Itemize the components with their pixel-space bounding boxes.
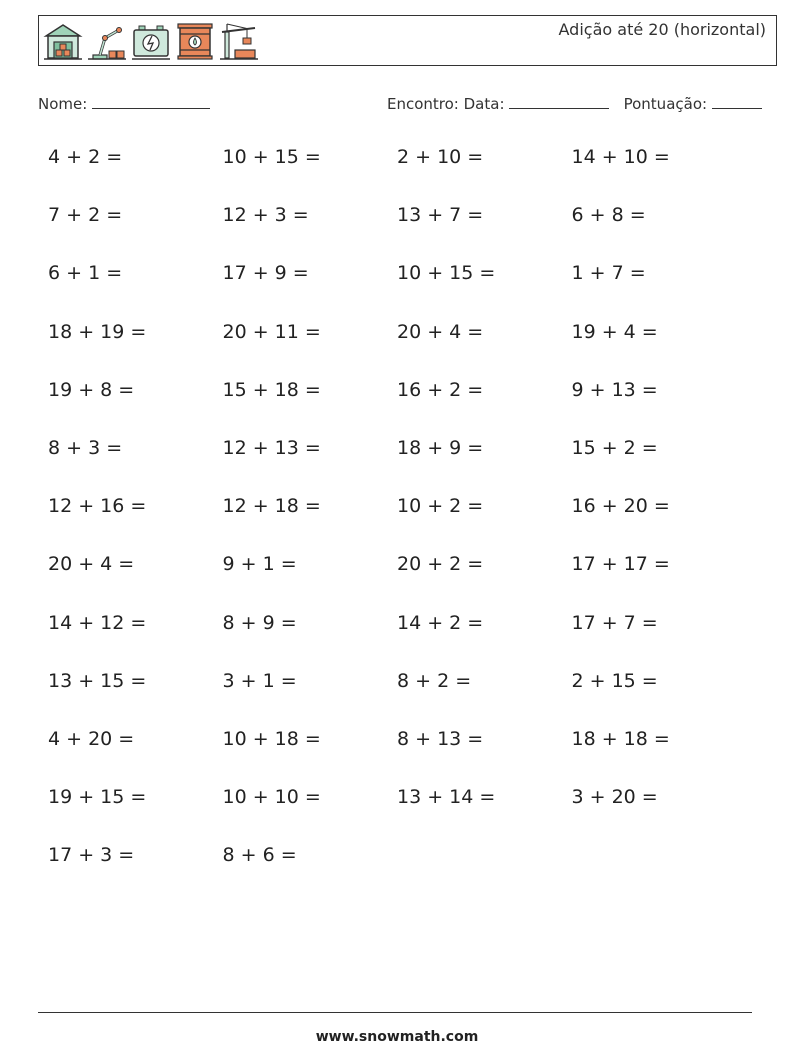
problem-item: 18 + 19 = [48,320,147,343]
worksheet-title: Adição até 20 (horizontal) [558,20,766,39]
name-label: Nome: [38,95,88,113]
problem-item: 20 + 4 = [48,553,135,576]
problem-item: 20 + 11 = [222,320,321,343]
problem-item: 6 + 8 = [571,204,646,227]
problem-item: 12 + 16 = [48,495,147,518]
problem-item: 10 + 10 = [222,786,321,809]
warehouse-icon [43,20,83,62]
problem-item: 2 + 10 = [397,146,484,168]
oil-barrel-icon [175,20,215,62]
problem-item: 13 + 14 = [397,786,496,809]
problem-item: 7 + 2 = [48,204,123,227]
score-blank[interactable] [712,94,762,109]
problem-item: 19 + 8 = [48,378,135,401]
problem-item: 4 + 2 = [48,146,123,168]
meeting-score-fields [387,94,762,113]
name-blank[interactable] [92,94,210,109]
problem-item: 17 + 7 = [571,611,658,634]
problem-item: 15 + 2 = [571,436,658,459]
problem-grid [48,146,748,902]
problem-item: 2 + 15 = [571,669,658,692]
name-field[interactable] [38,94,210,113]
problem-item: 8 + 2 = [397,669,472,692]
crane-icon [219,20,259,62]
problem-item: 3 + 20 = [571,786,658,809]
date-blank[interactable] [509,94,609,109]
problem-item: 9 + 13 = [571,378,658,401]
problem-item: 1 + 7 = [571,262,646,285]
footer-divider [38,1012,752,1013]
problem-item: 4 + 20 = [48,727,135,750]
problem-item: 18 + 9 = [397,436,484,459]
problem-item: 15 + 18 = [222,378,321,401]
problem-item: 12 + 18 = [222,495,321,518]
problem-item: 13 + 7 = [397,204,484,227]
problem-item: 16 + 2 = [397,378,484,401]
problem-item: 14 + 10 = [571,146,670,168]
problem-item: 12 + 3 = [222,204,309,227]
problem-item: 14 + 12 = [48,611,147,634]
problem-item: 17 + 17 = [571,553,670,576]
problem-item: 8 + 3 = [48,436,123,459]
problem-item: 13 + 15 = [48,669,147,692]
problem-item: 17 + 9 = [222,262,309,285]
problem-item: 8 + 6 = [222,844,297,867]
problem-item: 16 + 20 = [571,495,670,518]
problem-item: 18 + 18 = [571,727,670,750]
problem-item: 19 + 4 = [571,320,658,343]
problem-item: 17 + 3 = [48,844,135,867]
problem-item: 10 + 15 = [397,262,496,285]
problem-item: 3 + 1 = [222,669,297,692]
problem-item: 10 + 15 = [222,146,321,168]
problem-item: 8 + 13 = [397,727,484,750]
meeting-date-label: Encontro: Data: [387,95,505,113]
battery-icon [131,20,171,62]
footer-url[interactable]: www.snowmath.com [315,1029,479,1045]
problem-item: 6 + 1 = [48,262,123,285]
problem-item: 20 + 2 = [397,553,484,576]
problem-item: 12 + 13 = [222,436,321,459]
problem-item: 9 + 1 = [222,553,297,576]
problem-item: 10 + 18 = [222,727,321,750]
problem-item: 10 + 2 = [397,495,484,518]
problem-item: 8 + 9 = [222,611,297,634]
robot-arm-icon [87,20,127,62]
header-icons [43,20,259,62]
problem-item: 14 + 2 = [397,611,484,634]
score-label: Pontuação: [623,95,708,113]
worksheet-header [38,15,777,66]
problem-item: 20 + 4 = [397,320,484,343]
problem-item: 19 + 15 = [48,786,147,809]
